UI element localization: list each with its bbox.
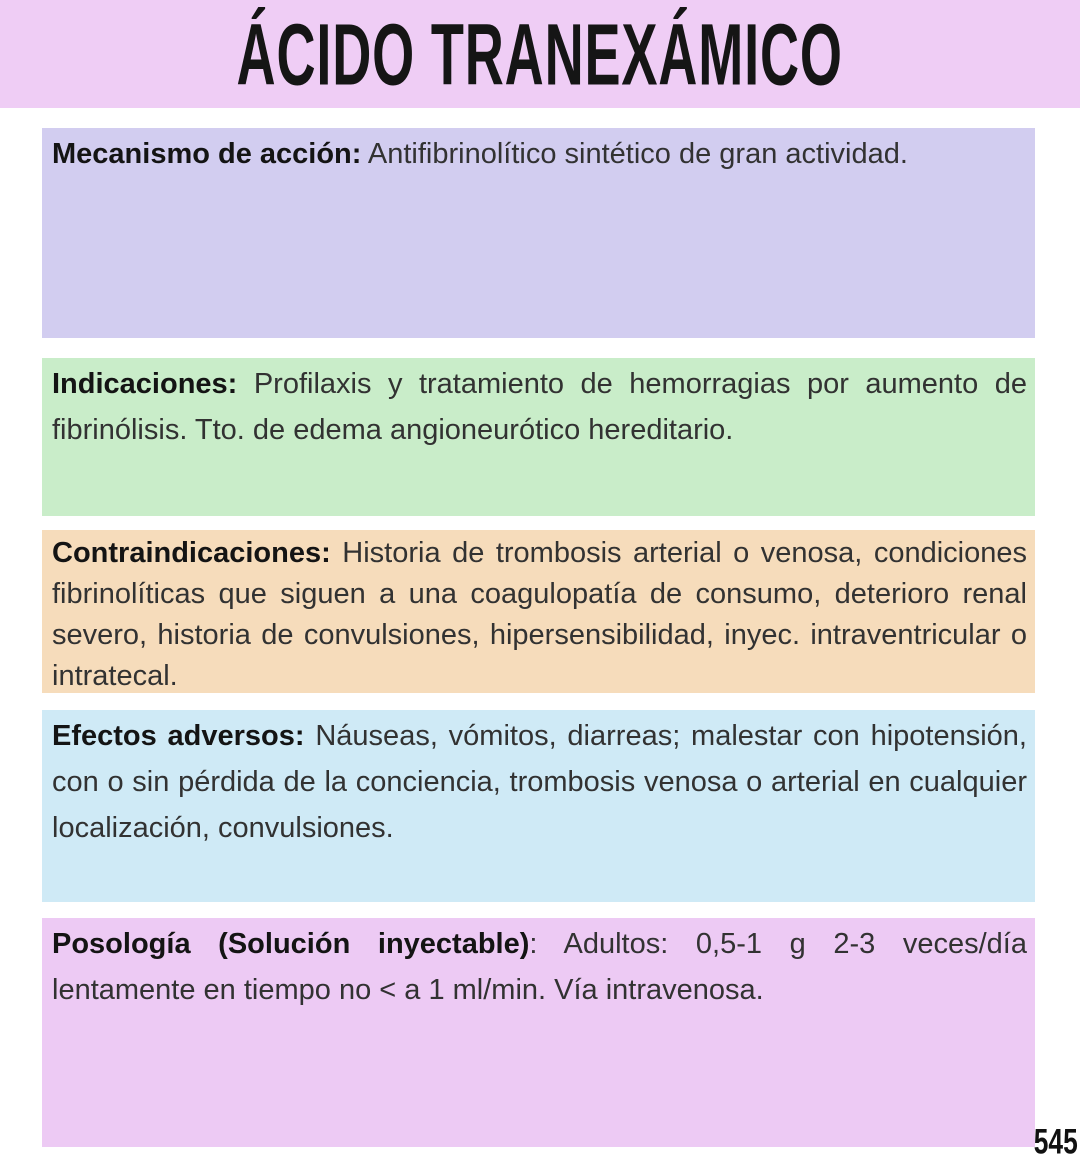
section-paragraph [52, 921, 1027, 1013]
section-paragraph [52, 131, 1027, 177]
section-label: Efectos adversos: [52, 720, 305, 752]
page-title: ÁCIDO TRANEXÁMICO [236, 5, 844, 103]
section-contraindicaciones [42, 530, 1035, 693]
section-paragraph [52, 713, 1027, 851]
section-paragraph [52, 533, 1027, 693]
section-indicaciones [42, 358, 1035, 516]
section-label: Posología (Solución inyectable) [52, 928, 530, 960]
section-label-separator: : [529, 928, 564, 960]
page-header [0, 0, 1080, 108]
section-paragraph [52, 361, 1027, 453]
section-posologia [42, 918, 1035, 1147]
section-mecanismo-de-accion [42, 128, 1035, 338]
section-text: Profilaxis y tratamiento de hemorragias por aumento de fibrinólisis. Tto. de edema angioneurótico hereditario. [52, 368, 1027, 446]
section-label: Contraindicaciones: [52, 537, 331, 569]
section-text: Adultos: 0,5-1 g 2-3 veces/día lentamente en tiempo no < a 1 ml/min. Vía intravenosa. [52, 928, 1027, 1006]
section-text: Antifibrinolítico sintético de gran actividad. [367, 138, 908, 170]
page-number: 545 [1034, 1121, 1078, 1162]
section-text: Historia de trombosis arterial o venosa, condiciones fibrinolíticas que siguen a una coagulopatía de consumo, deterioro renal severo, historia de convulsiones, hipersensibilidad, inyec. intraventricular o intratecal. [52, 537, 1027, 692]
section-label: Mecanismo de acción: [52, 138, 362, 170]
section-efectos-adversos [42, 710, 1035, 902]
section-label: Indicaciones: [52, 368, 238, 400]
section-text: Náuseas, vómitos, diarreas; malestar con hipotensión, con o sin pérdida de la conciencia, trombosis venosa o arterial en cualquier localización, convulsiones. [52, 720, 1027, 844]
